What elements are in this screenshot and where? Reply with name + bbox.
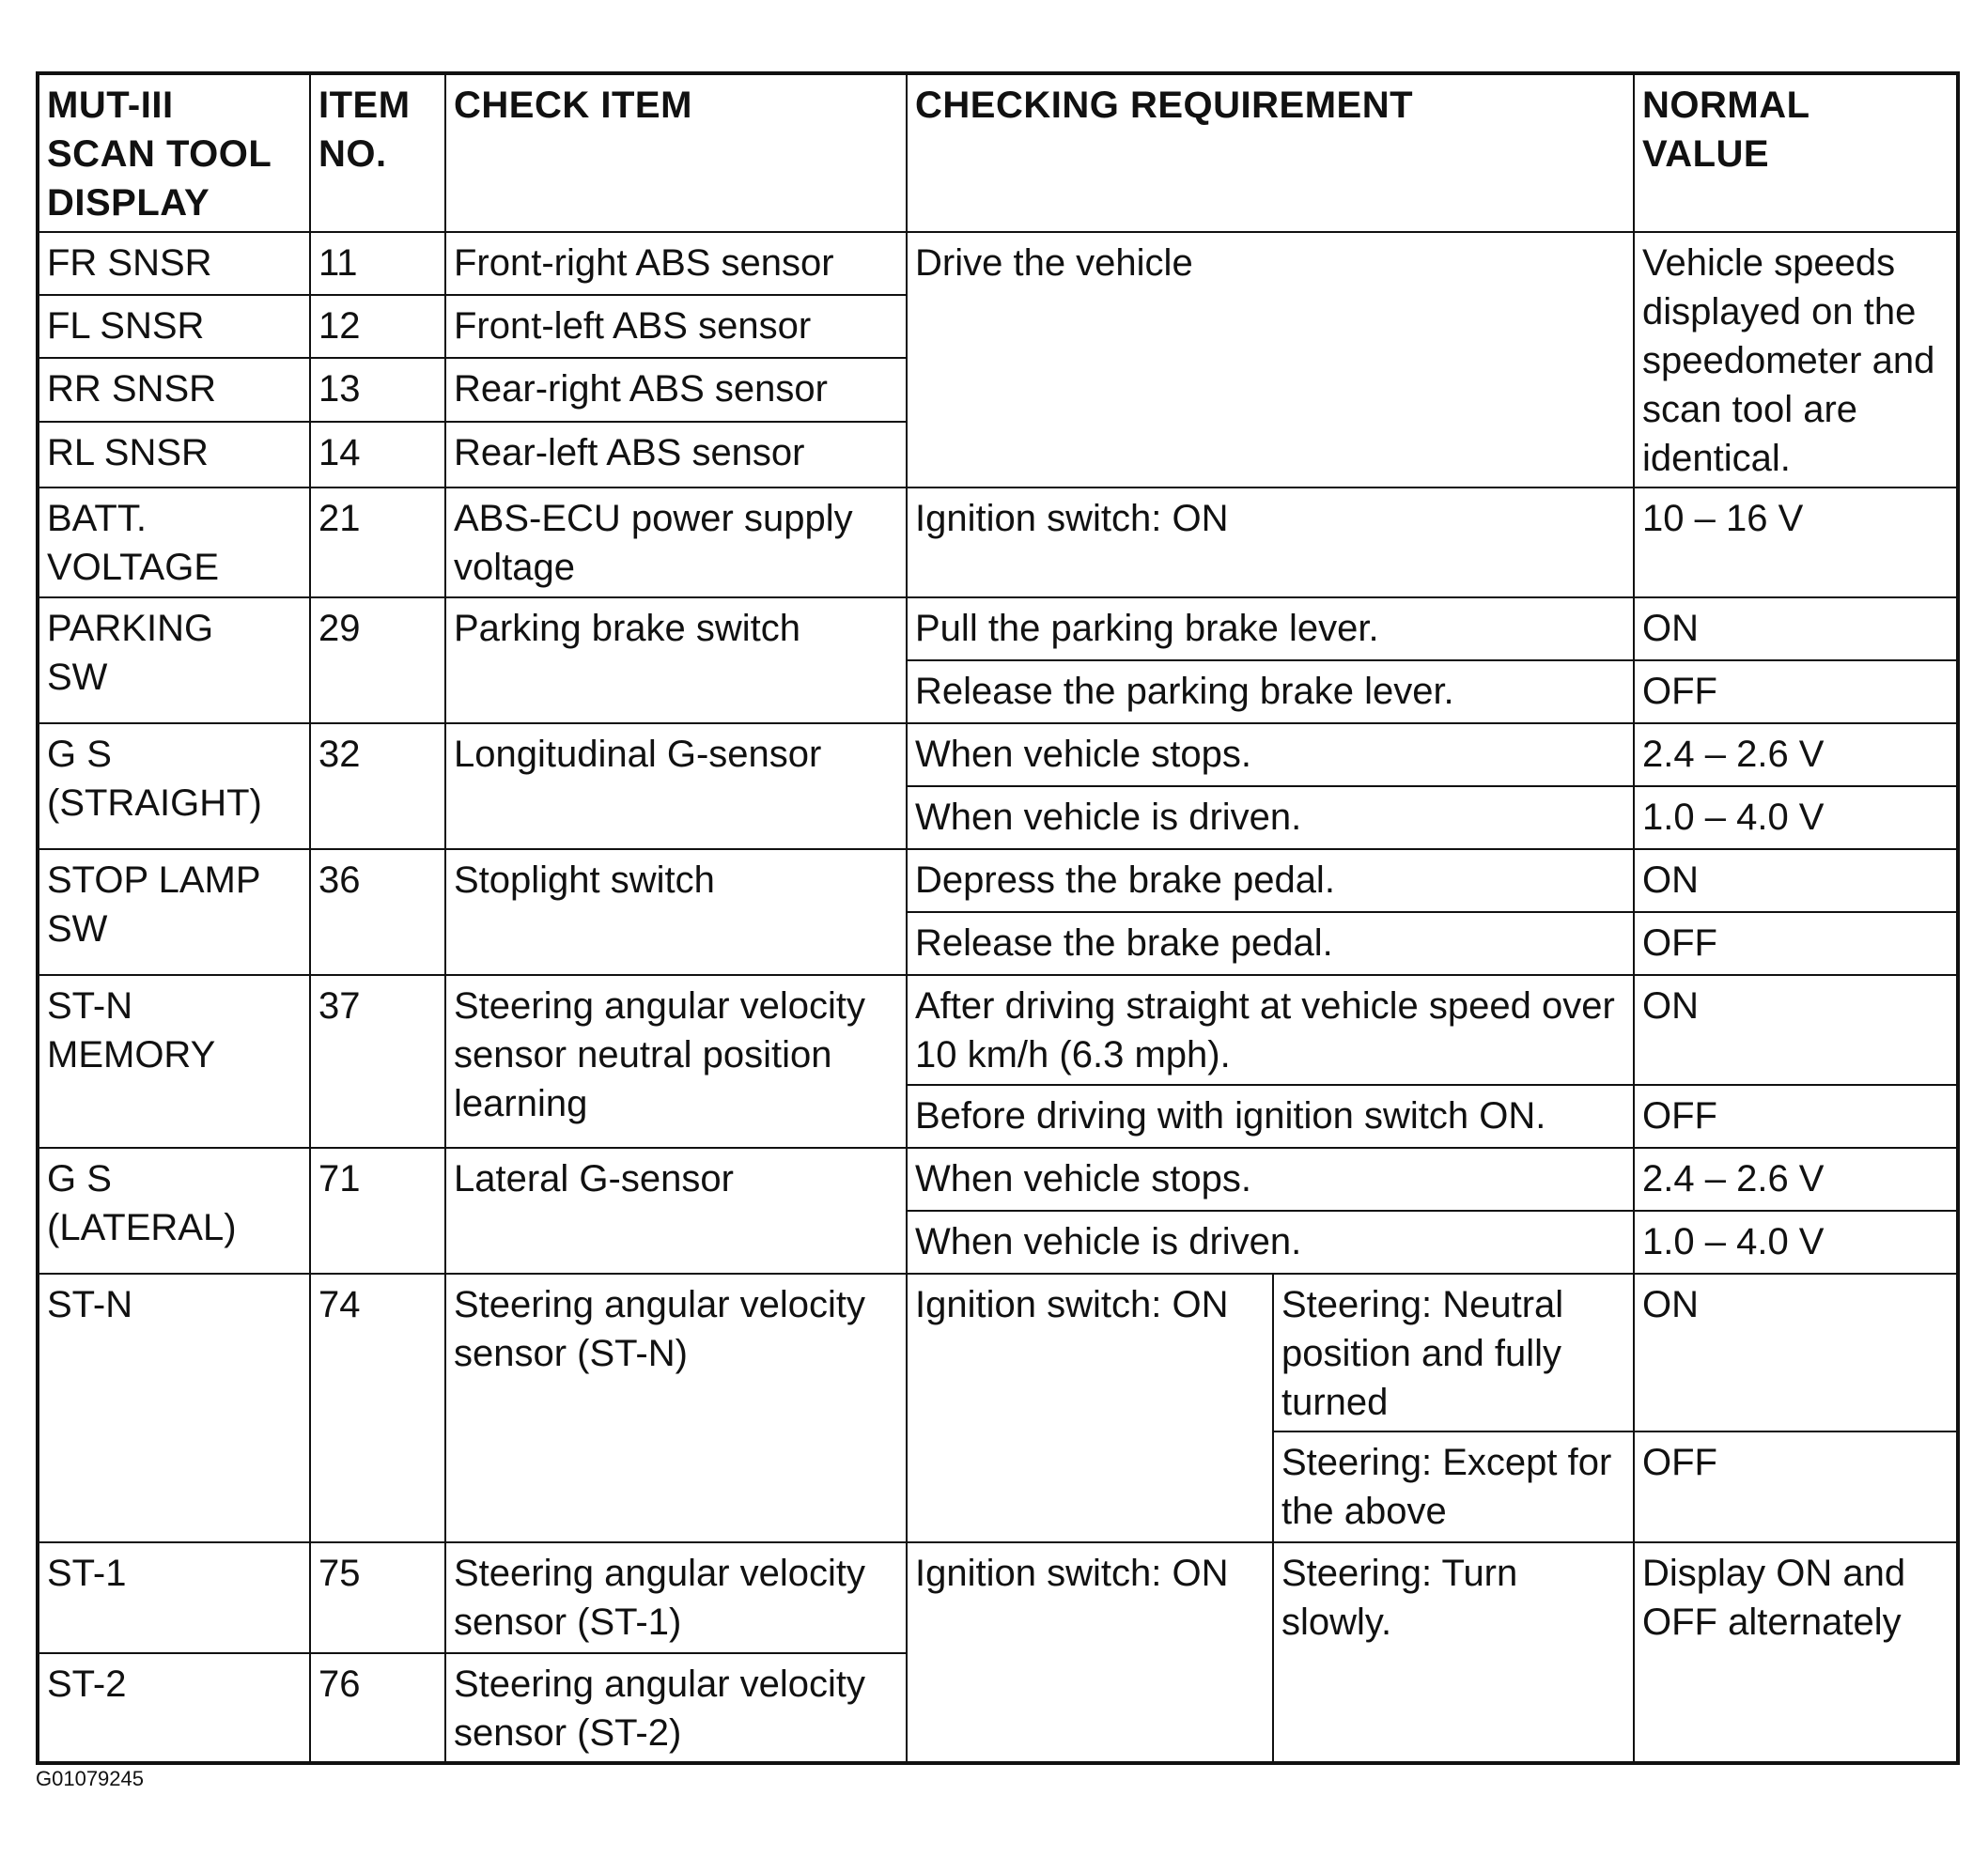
display-cell: RR SNSR <box>38 358 310 421</box>
figure-id: G01079245 <box>36 1767 144 1790</box>
display-cell: ST-2 <box>38 1653 310 1763</box>
check-item-cell: Steering angular velocity sensor (ST-1) <box>445 1542 907 1653</box>
display-cell: ST-N <box>38 1274 310 1542</box>
header-normal-value: NORMAL VALUE <box>1634 73 1958 232</box>
check-item-cell: Rear-left ABS sensor <box>445 422 907 487</box>
requirement-cell: After driving straight at vehicle speed over 10 km/h (6.3 mph). <box>907 975 1634 1085</box>
mut-iii-data-list-table <box>36 71 1960 1765</box>
display-cell: FL SNSR <box>38 295 310 358</box>
table-row <box>38 1542 1958 1653</box>
display-cell: ST-N MEMORY <box>38 975 310 1148</box>
item-no-cell: 71 <box>310 1148 445 1274</box>
header-check-item: CHECK ITEM <box>445 73 907 232</box>
normal-value-cell: ON <box>1634 849 1958 912</box>
display-cell: RL SNSR <box>38 422 310 487</box>
normal-value-cell: ON <box>1634 975 1958 1085</box>
item-no-cell: 36 <box>310 849 445 975</box>
sub-condition-cell: Steering: Turn slowly. <box>1273 1542 1634 1763</box>
header-item-no: ITEM NO. <box>310 73 445 232</box>
requirement-cell: Release the brake pedal. <box>907 912 1634 975</box>
check-item-cell: ABS-ECU power supply voltage <box>445 487 907 597</box>
normal-value-cell: 1.0 – 4.0 V <box>1634 786 1958 849</box>
check-item-cell: Parking brake switch <box>445 597 907 723</box>
requirement-cell: Depress the brake pedal. <box>907 849 1634 912</box>
requirement-cell: Pull the parking brake lever. <box>907 597 1634 660</box>
normal-value-cell: ON <box>1634 597 1958 660</box>
header-checking-requirement: CHECKING REQUIREMENT <box>907 73 1634 232</box>
table-row <box>38 597 1958 660</box>
sub-condition-cell: Steering: Neutral position and fully turned <box>1273 1274 1634 1431</box>
normal-value-cell: OFF <box>1634 660 1958 723</box>
normal-value-cell: OFF <box>1634 1431 1958 1542</box>
check-item-cell: Front-left ABS sensor <box>445 295 907 358</box>
check-item-cell: Steering angular velocity sensor (ST-2) <box>445 1653 907 1763</box>
display-cell: FR SNSR <box>38 232 310 295</box>
item-no-cell: 29 <box>310 597 445 723</box>
requirement-cell: Ignition switch: ON <box>907 487 1634 597</box>
display-cell: G S (LATERAL) <box>38 1148 310 1274</box>
normal-value-cell: 2.4 – 2.6 V <box>1634 723 1958 786</box>
normal-value-cell: 1.0 – 4.0 V <box>1634 1211 1958 1274</box>
header-row <box>38 73 1958 232</box>
check-item-cell: Lateral G-sensor <box>445 1148 907 1274</box>
display-cell: ST-1 <box>38 1542 310 1653</box>
normal-value-cell: 10 – 16 V <box>1634 487 1958 597</box>
item-no-cell: 75 <box>310 1542 445 1653</box>
display-cell: BATT. VOLTAGE <box>38 487 310 597</box>
item-no-cell: 11 <box>310 232 445 295</box>
requirement-cell: When vehicle stops. <box>907 723 1634 786</box>
item-no-cell: 74 <box>310 1274 445 1542</box>
normal-value-cell: OFF <box>1634 1085 1958 1148</box>
table-row <box>38 1274 1958 1431</box>
normal-value-cell: 2.4 – 2.6 V <box>1634 1148 1958 1211</box>
item-no-cell: 12 <box>310 295 445 358</box>
item-no-cell: 37 <box>310 975 445 1148</box>
item-no-cell: 14 <box>310 422 445 487</box>
requirement-cell: Release the parking brake lever. <box>907 660 1634 723</box>
normal-value-cell: Display ON and OFF alternately <box>1634 1542 1958 1763</box>
check-item-cell: Steering angular velocity sensor (ST-N) <box>445 1274 907 1542</box>
check-item-cell: Stoplight switch <box>445 849 907 975</box>
display-cell: STOP LAMP SW <box>38 849 310 975</box>
display-cell: G S (STRAIGHT) <box>38 723 310 849</box>
requirement-cell: When vehicle stops. <box>907 1148 1634 1211</box>
requirement-cell: Before driving with ignition switch ON. <box>907 1085 1634 1148</box>
check-item-cell: Steering angular velocity sensor neutral position learning <box>445 975 907 1148</box>
table-row <box>38 723 1958 786</box>
normal-value-cell: ON <box>1634 1274 1958 1431</box>
display-cell: PARKING SW <box>38 597 310 723</box>
sub-condition-cell: Steering: Except for the above <box>1273 1431 1634 1542</box>
normal-value-cell: OFF <box>1634 912 1958 975</box>
condition-cell: Ignition switch: ON <box>907 1274 1273 1542</box>
table-row <box>38 1148 1958 1211</box>
item-no-cell: 32 <box>310 723 445 849</box>
check-item-cell: Rear-right ABS sensor <box>445 358 907 421</box>
table-row <box>38 975 1958 1085</box>
normal-value-cell: Vehicle speeds displayed on the speedometer and scan tool are identical. <box>1634 232 1958 487</box>
check-item-cell: Longitudinal G-sensor <box>445 723 907 849</box>
check-item-cell: Front-right ABS sensor <box>445 232 907 295</box>
requirement-cell: Drive the vehicle <box>907 232 1634 487</box>
table-row <box>38 232 1958 295</box>
table-row <box>38 849 1958 912</box>
condition-cell: Ignition switch: ON <box>907 1542 1273 1763</box>
requirement-cell: When vehicle is driven. <box>907 1211 1634 1274</box>
requirement-cell: When vehicle is driven. <box>907 786 1634 849</box>
item-no-cell: 13 <box>310 358 445 421</box>
item-no-cell: 76 <box>310 1653 445 1763</box>
item-no-cell: 21 <box>310 487 445 597</box>
table-row <box>38 487 1958 597</box>
header-scan-tool-display: MUT-III SCAN TOOL DISPLAY <box>38 73 310 232</box>
